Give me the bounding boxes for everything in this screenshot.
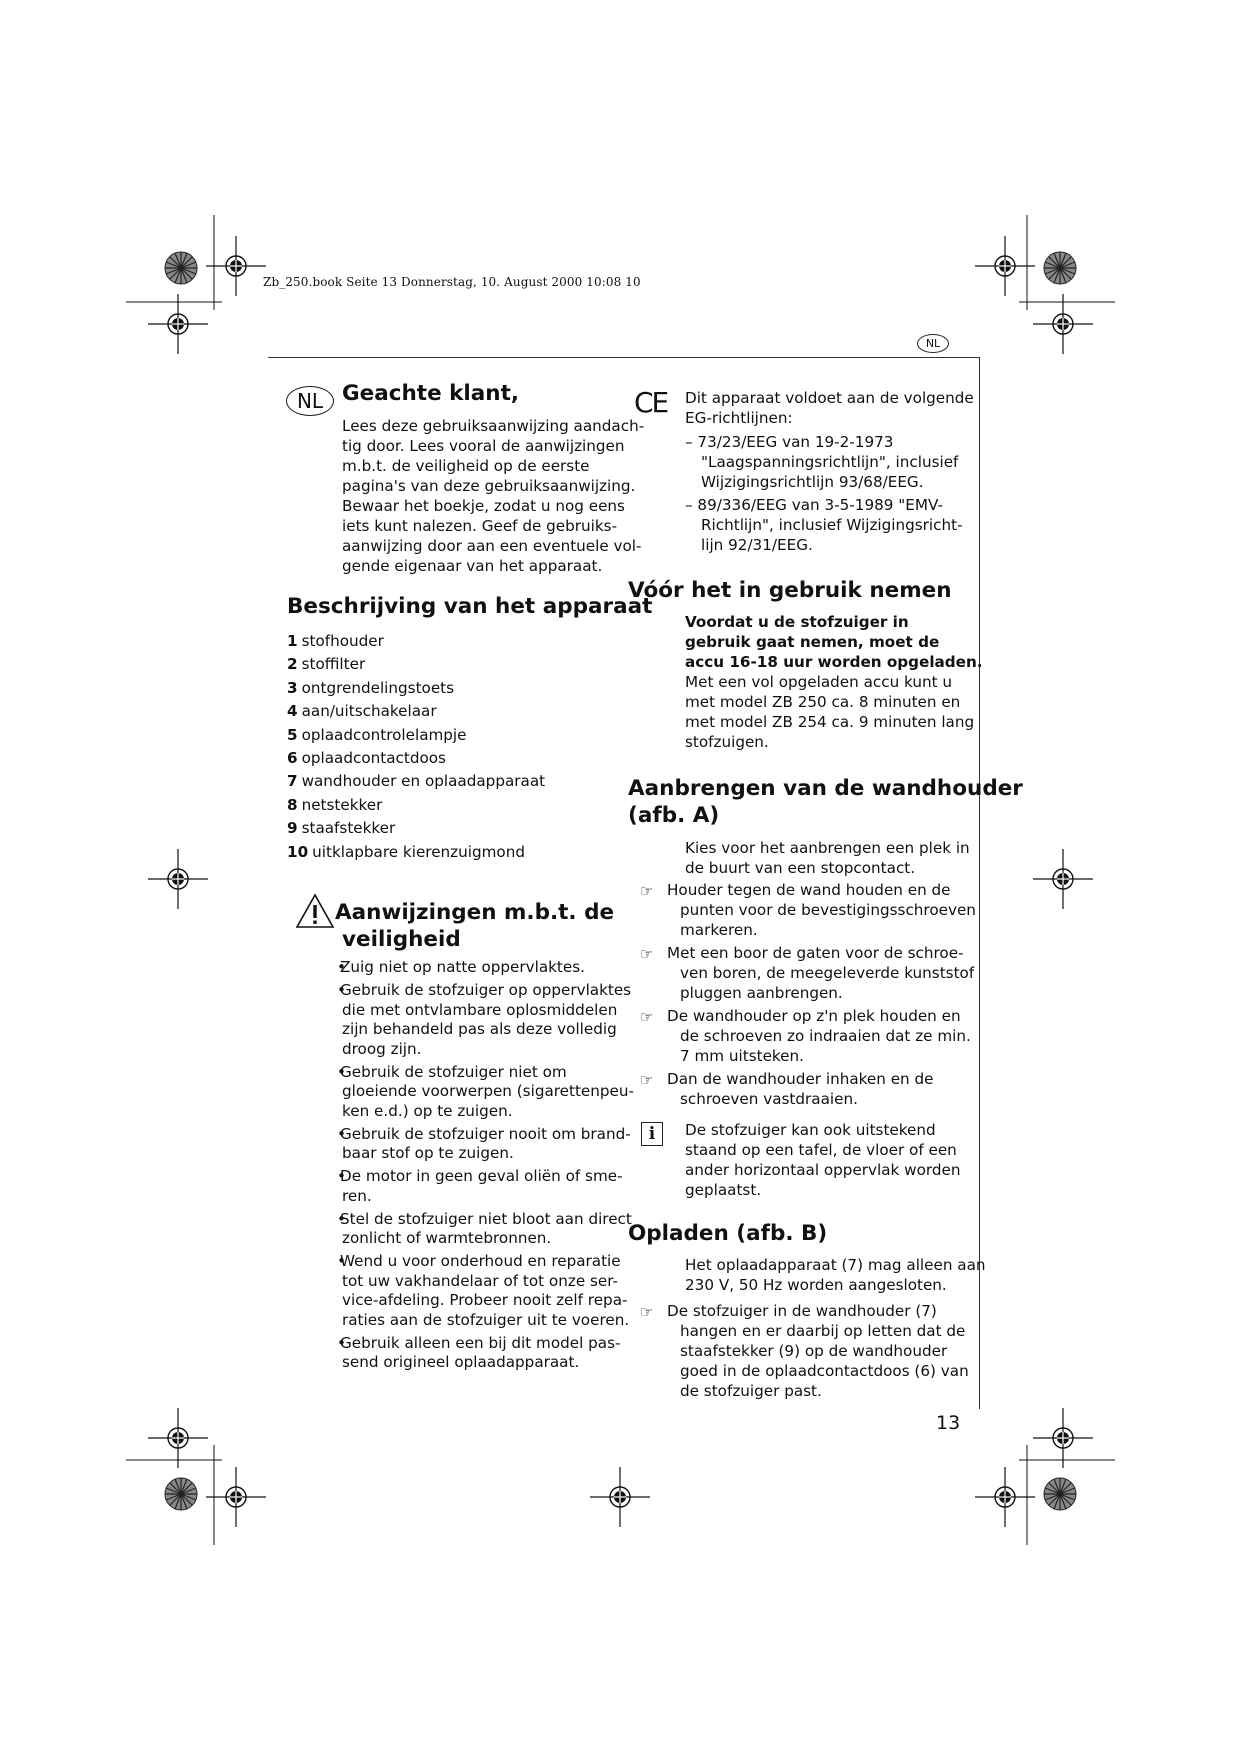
ce-intro: Dit apparaat voldoet aan de volgende EG-richtlijnen: [685, 389, 974, 427]
list-item: • Wend u voor onderhoud en reparatie tot uw vakhandelaar of tot onze ser- vice-afdeling. Probeer nooit zelf repa- raties aan de stofzuiger uit te voeren. [340, 1252, 634, 1330]
list-item: 9 staafstekker [287, 819, 396, 838]
list-item: 4 aan/uitschakelaar [287, 702, 437, 721]
intro-title: Geachte klant, [342, 381, 520, 406]
before-use-warning: Voordat u de stofzuiger in gebruik gaat nemen, moet de accu 16-18 uur worden opgeladen. [685, 613, 983, 671]
pointing-hand-icon: ☞ [640, 945, 654, 963]
pointing-hand-icon: ☞ [640, 1071, 654, 1089]
info-icon: i [641, 1122, 663, 1146]
ce-directive: – 73/23/EEG van 19-2-1973 "Laagspanningsrichtlijn", inclusief Wijzigingsrichtlijn 93/68/EEG. [685, 433, 959, 491]
list-item: ☞ Dan de wandhouder inhaken en de schroeven vastdraaien. [640, 1070, 934, 1108]
safety-title-line2: veiligheid [342, 927, 461, 952]
frame-top-rule [268, 357, 980, 358]
frame-right-rule [979, 357, 980, 1409]
list-item: 1 stofhouder [287, 632, 384, 650]
list-item: 6 oplaadcontactdoos [287, 748, 446, 767]
list-item: • Stel de stofzuiger niet bloot aan direct zonlicht of warmtebronnen. [340, 1210, 634, 1249]
list-item: 10 uitklapbare kierenzuigmond [287, 842, 525, 861]
charging-steps [640, 1301, 969, 1404]
ce-mark-icon: CE [634, 386, 668, 419]
list-item: 2 stoffilter [287, 655, 366, 674]
pointing-hand-icon: ☞ [640, 882, 654, 900]
mounting-steps [640, 880, 976, 1112]
warning-triangle-icon [295, 893, 335, 929]
list-item: 5 oplaadcontrolelampje [287, 725, 467, 744]
list-item: 3 ontgrendelingstoets [287, 678, 455, 697]
list-item: 7 wandhouder en oplaadapparaat [287, 772, 546, 791]
list-item: • De motor in geen geval oliën of sme- ren. [340, 1167, 634, 1206]
list-item: 8 netstekker [287, 795, 383, 814]
pointing-hand-icon: ☞ [640, 1303, 654, 1321]
print-file-info: Zb_250.book Seite 13 Donnerstag, 10. August 2000 10:08 10 [263, 275, 641, 289]
safety-list [340, 958, 634, 1376]
list-item: • Zuig niet op natte oppervlaktes. [340, 958, 634, 978]
list-item: • Gebruik de stofzuiger nooit om brand- baar stof op te zuigen. [340, 1125, 634, 1164]
language-tag-corner: NL [917, 334, 949, 353]
ce-directive: – 89/336/EEG van 3-5-1989 "EMV- Richtlijn", inclusief Wijzigingsricht- lijn 92/31/EEG. [685, 496, 963, 554]
page-number: 13 [936, 1412, 961, 1434]
description-title: Beschrijving van het apparaat [287, 594, 653, 619]
list-item: ☞ Houder tegen de wand houden en de punten voor de bevestigingsschroeven markeren. [640, 881, 976, 939]
safety-title: Aanwijzingen m.b.t. de [335, 900, 615, 925]
mounting-intro: Kies voor het aanbrengen een plek in de buurt van een stopcontact. [685, 839, 970, 877]
language-badge: NL [286, 386, 334, 416]
before-use-title: Vóór het in gebruik nemen [628, 578, 952, 603]
list-item: • Gebruik de stofzuiger niet om gloeiende voorwerpen (sigarettenpeu- ken e.d.) op te zuigen. [340, 1063, 634, 1122]
list-item: ☞ Met een boor de gaten voor de schroe- ven boren, de meegeleverde kunststof pluggen aanbrengen. [640, 944, 975, 1002]
list-item: • Gebruik de stofzuiger op oppervlaktes die met ontvlambare oplosmiddelen zijn behandeld pas als deze volledig droog zijn. [340, 981, 634, 1059]
intro-text: Lees deze gebruiksaanwijzing aandach- tig door. Lees vooral de aanwijzingen m.b.t. de veiligheid op de eerste pagina's van deze gebruiksaanwijzing. Bewaar het boekje, zodat u nog eens iets kunt nalezen. Geef de gebruiks- aanwijzing door aan een eventuele vol- gende eigenaar van het apparaat. [342, 417, 645, 575]
mounting-title: Aanbrengen van de wandhouder [628, 776, 1023, 801]
before-use-text: Met een vol opgeladen accu kunt u met model ZB 250 ca. 8 minuten en met model ZB 254 ca. 9 minuten lang stofzuigen. [685, 673, 975, 751]
list-item: ☞ De wandhouder op z'n plek houden en de schroeven zo indraaien dat ze min. 7 mm uitsteken. [640, 1007, 971, 1065]
info-note: De stofzuiger kan ook uitstekend staand op een tafel, de vloer of een ander horizontaal oppervlak worden geplaatst. [685, 1121, 961, 1199]
charging-title: Opladen (afb. B) [628, 1221, 828, 1246]
mounting-title-line2: (afb. A) [628, 803, 720, 828]
pointing-hand-icon: ☞ [640, 1008, 654, 1026]
list-item: • Gebruik alleen een bij dit model pas- send origineel oplaadapparaat. [340, 1334, 634, 1373]
charging-intro: Het oplaadapparaat (7) mag alleen aan 230 V, 50 Hz worden aangesloten. [685, 1256, 986, 1294]
parts-list [287, 630, 545, 864]
list-item: ☞ De stofzuiger in de wandhouder (7) hangen en er daarbij op letten dat de staafstekker (9) op de wandhouder goed in de oplaadcontactdoos (6) van de stofzuiger past. [640, 1302, 969, 1400]
